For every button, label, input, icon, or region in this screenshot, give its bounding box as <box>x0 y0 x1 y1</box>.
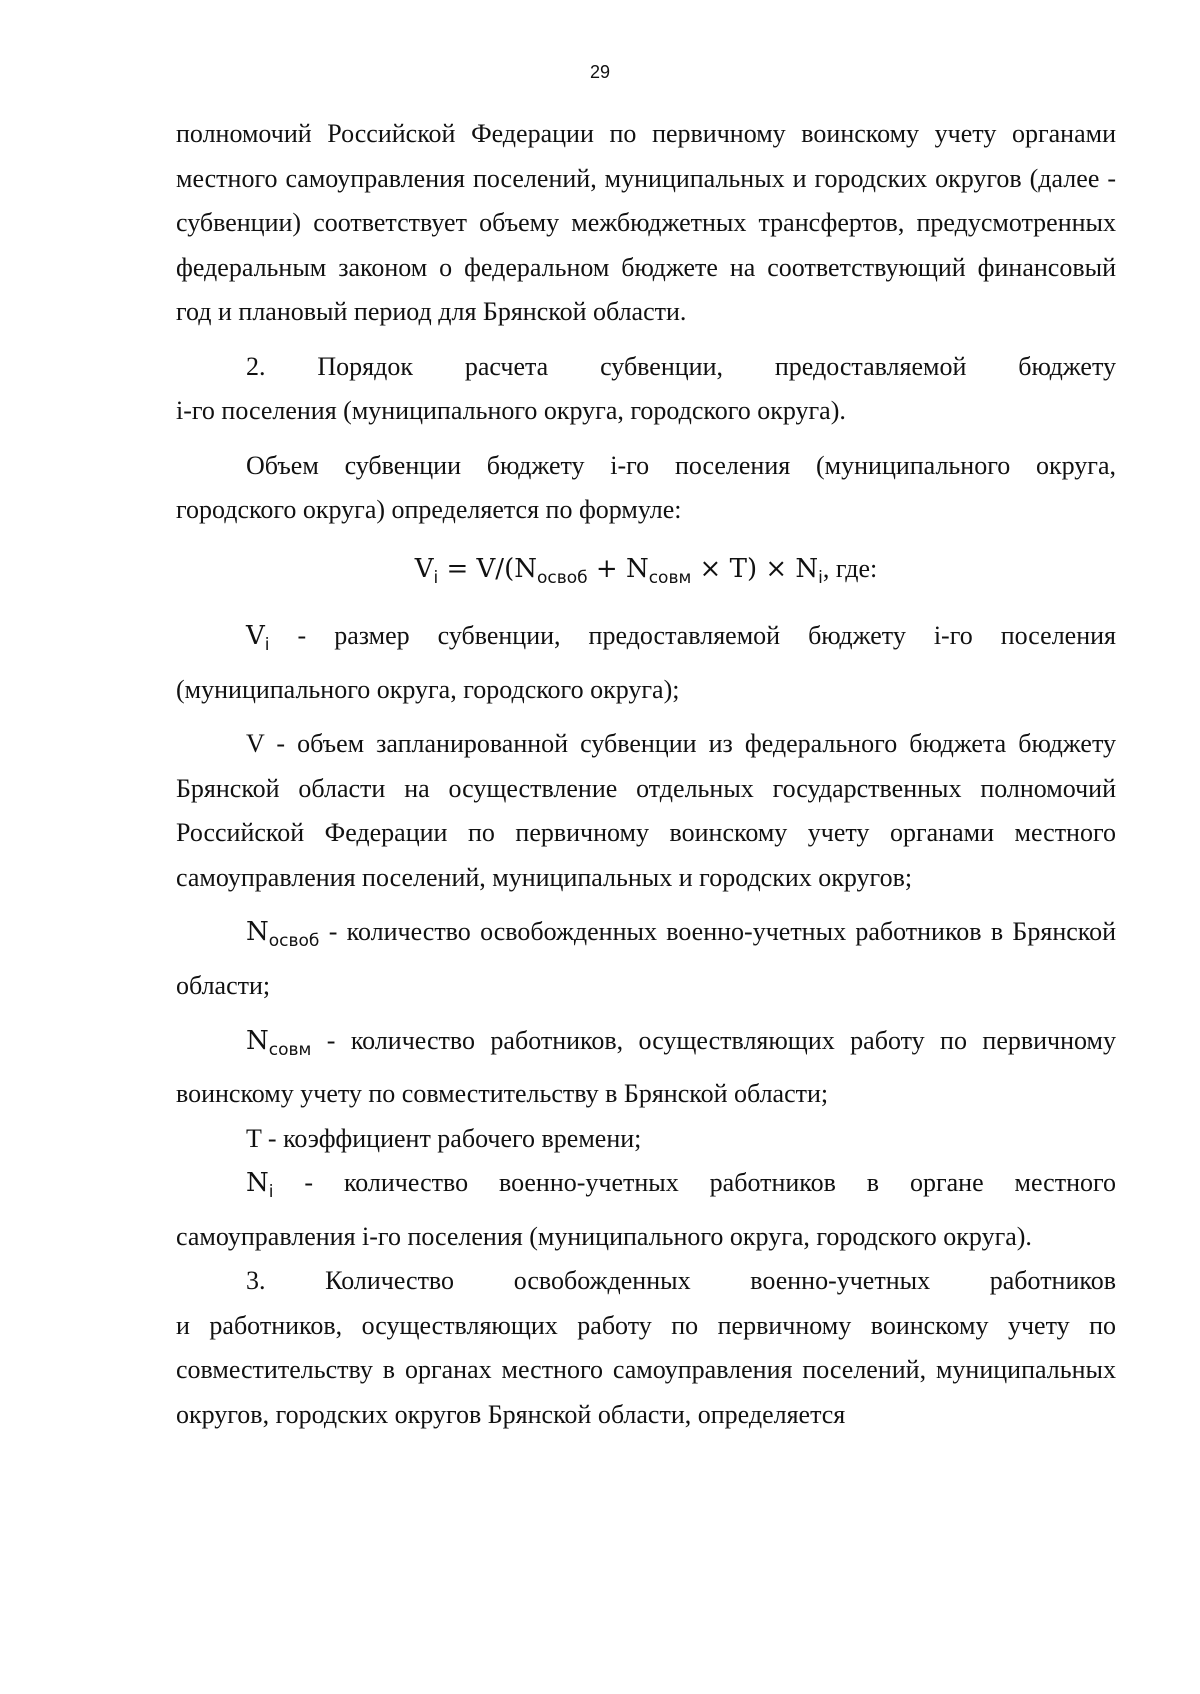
definition-text: - количество освобожденных военно-учетных работников в Брянской области; <box>176 917 1116 1001</box>
numbered-item-2-heading <box>176 345 1116 390</box>
formula-part: × T) × N <box>691 553 819 584</box>
formula-part: = V/(N <box>438 553 537 584</box>
definition-n-sovm <box>176 1019 1116 1117</box>
paragraph-formula-intro: Объем субвенции бюджету i-го поселения (муниципального округа, городского округа) определяется по формуле: <box>176 450 1116 524</box>
word: предоставляемой <box>774 351 967 381</box>
var-sub: совм <box>268 1039 312 1060</box>
var-sub: i <box>264 635 270 656</box>
definition-text: - количество работников, осуществляющих работу по первичному воинскому учету по совместительству в Брянской области; <box>176 1025 1116 1109</box>
var-symbol: N <box>246 1168 269 1199</box>
definition-ni <box>176 1161 1116 1259</box>
word: работников <box>989 1266 1116 1296</box>
formula-sub: совм <box>648 567 692 588</box>
var-symbol: N <box>246 1025 269 1056</box>
formula-part: + N <box>587 553 649 584</box>
definition-vi <box>176 614 1116 712</box>
var-sub: i <box>268 1182 274 1203</box>
var-symbol: N <box>246 917 269 948</box>
paragraph-continuation: полномочий Российской Федерации по первичному воинскому учету органами местного самоуправления поселений, муниципальных и городских округов (далее - субвенции) соответствует объему межбюджетных трансфертов, предусмотренных федеральным законом о федеральном бюджете на соответствующий финансовый год и плановый период для Брянской области. <box>176 119 1116 326</box>
formula-sub: i <box>818 567 823 588</box>
var-sub: освоб <box>268 931 320 952</box>
definition-text: - размер субвенции, предоставляемой бюджету i-го поселения (муниципального округа, городского округа); <box>176 621 1116 704</box>
word: субвенции, <box>600 351 723 381</box>
word: Порядок <box>317 351 413 381</box>
var-symbol: V <box>246 621 265 652</box>
word: бюджету <box>1018 351 1116 381</box>
word: военно-учетных <box>750 1266 931 1296</box>
definition-text: - количество военно-учетных работников в органе местного самоуправления i-го поселения (муниципального округа, городского округа). <box>176 1168 1116 1251</box>
word: освобожденных <box>513 1266 691 1296</box>
formula-lhs: V <box>414 553 434 584</box>
formula-sub: освоб <box>536 567 588 588</box>
subvention-formula <box>176 547 1116 601</box>
numbered-item-3-rest: и работников, осуществляющих работу по первичному воинскому учету по совместительству в органах местного самоуправления поселений, муниципальных округов, городских округов Брянской области, определяется <box>176 1310 1116 1429</box>
item-number: 2. <box>246 351 266 381</box>
definition-t: T - коэффициент рабочего времени; <box>246 1123 642 1153</box>
definition-v: V - объем запланированной субвенции из федерального бюджета бюджету Брянской области на осуществление отдельных государственных полномочий Российской Федерации по первичному воинскому учету органами местного самоуправления поселений, муниципальных и городских округов; <box>176 729 1116 892</box>
document-body <box>176 112 1116 1437</box>
word: расчета <box>464 351 549 381</box>
numbered-item-3-heading <box>176 1259 1116 1304</box>
definition-n-osvob <box>176 910 1116 1008</box>
word: Количество <box>325 1266 455 1296</box>
formula-lhs-sub: i <box>433 567 439 588</box>
numbered-item-2-rest: i-го поселения (муниципального округа, городского округа). <box>176 396 846 425</box>
formula-part: , где: <box>822 553 878 583</box>
page-number: 29 <box>589 62 611 82</box>
item-number: 3. <box>246 1266 266 1296</box>
